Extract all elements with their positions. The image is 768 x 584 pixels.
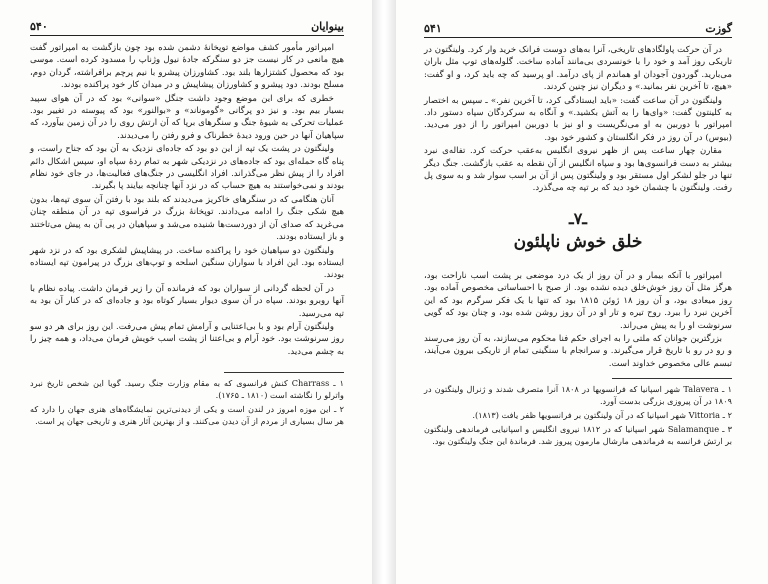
chapter-number: ـ۷ـ	[569, 208, 587, 228]
right-paragraph-2: ولینگتون در آن ساعت گفت: «باید ایستادگی کرد، تا آخرین نفر.» ـ سپس به اختصار به کلینتون گفت: «وای‌ها را به آتش بکشید.» و آنگاه به سرکردگان سپاه دستور داد. امپراتور با دوربین به او می‌نگریست و او نیز با دوربین امپراتور را از دور می‌دید. (بیوس) در آن روز در فکر انگلستان و کشور خود بود.	[424, 95, 732, 143]
right-footnote-rule	[612, 378, 732, 379]
left-paragraph-3: ولینگتون در پشت یک تپه از این دو بود که جاده‌ای نزدیک به آن بود که جناح راست، و پناه گاه حمله‌ای بود که جاده‌های در نزدیکی شهر به تمام ردهٔ سپاه او، سپس اشکال دائم افراد را از پیش نظر می‌گذراند. افراد انگلیسی در جنگ‌های فعالیت‌ها، در جای خود نظام بودند و نمی‌خواستند به هیچ حساب که در نزد آنها چنانچه بیایند پا بگیرند.	[30, 144, 344, 192]
left-footnote-1: ۱ ـ Charrass کنش فرانسوی که به مقام وزارت جنگ رسید. گویا این شخص تاریخ نبرد واترلو را نگاشته است (۱۸۱۰ ـ ۱۷۶۵).	[30, 378, 344, 401]
right-page-number: ۵۴۱	[424, 22, 442, 35]
right-footnote-3: ۳ ـ Salamanque شهر اسپانیا که در ۱۸۱۲ نیروی انگلیس و اسپانیایی فرماندهی ولینگتون بر ارتش فرانسه به فرماندهی مارشال مارمون پیروز شد. فرماندهٔ این جنگ ولینگتون بود.	[424, 424, 732, 447]
left-paragraph-5: ولینگتون دو سپاهیان خود را پراکنده ساخت. در پیشاپیش لشکری بود که در نزد شهر ایستاده بود. این افراد با سواران سنگین اسلحه و توپ‌های بزرگ در پیرامون تپه ایستاده بودند.	[30, 245, 344, 281]
right-running-head	[424, 22, 732, 38]
left-paragraph-6: در آن لحظه گردانی از سواران بود که فرمانده آن را زیر فرمان داشت. پیاده نظام با آنها روبرو بودند. سپاه در آن سوی دیوار بسیار کوتاه بود و جاده‌ای که در کنار آن بود به تپه می‌رسید.	[30, 283, 344, 319]
left-paragraph-2: خطری که برای این موضع وجود داشت جنگل «سوانی» بود که در آن هوای سپید بسیار بیم بود. و نیز دو پرگانی «گوموناند» و «بوالنور» بود که پیوسته در تغییر بود. عملیات تحرکی به شیوهٔ جنگ و سنگرهای برپا که آن ارتش روی را در آن زمین بیآورد، که سپاهیان آنها در حین ورود دیدهٔ خطرناک و فرو رفتن را می‌دیدند.	[30, 93, 344, 141]
left-running-head	[30, 20, 344, 36]
right-footnote-2: ۲ ـ Vittoria شهر اسپانیا که در آن ولینگتون بر فرانسویها ظفر یافت (۱۸۱۳).	[472, 410, 732, 421]
chapter-paragraph-1: امپراتور با آنکه بیمار و در آن روز از یک درد موضعی بر پشت اسب ناراحت بود، هرگز مثل آن روز خوش‌خلق دیده نشده بود. از صبح با احساساتی مخصوص آماده بود. روز میعادی بود، و آن روز ۱۸ ژوئن ۱۸۱۵ بود که تنها با یک فکر سرگرم بود که این آخرین نبرد را ببرد. روح تیره و تار او در آن روز روشن شده بود، و چنان بود که گویی سرنوشت او را به پیش می‌راند.	[424, 270, 732, 331]
right-page	[396, 0, 768, 584]
left-paragraph-7: ولینگتون آرام بود و با بی‌اعتنایی و آرامش تمام پیش می‌رفت. این روز برای هر دو سو روز سرنوشت بود. خود آرام و بی‌اعتنا از پشت اسب خویش فرمان می‌داد، و همه چیز را به چشم می‌دید.	[30, 321, 344, 357]
chapter-paragraph-2: بزرگترین جوانان که ملتی را به اجرای حکم فنا محکوم می‌سازند، به آن روز می‌رسند و رو در رو با تاریخ قرار می‌گیرند. و سرانجام با سنگینی تمام از تاریکی بیرون می‌آیند، تبسم عالی مخصوص خداوند است.	[424, 333, 732, 369]
right-paragraph-3: مقارن چهار ساعت پس از ظهر نیروی انگلیس به‌عقب حرکت کرد. تفاله‌ی نبرد بیشتر به دست فرانسوی‌ها بود و سپاه انگلیس از آن نقطه به عقب بازگشت. جنگ دیگر تنها در جلو لشکر اول مستقر بود و ولینگتون پس از آن بر اسب سوار شد و به سوی پل رفت. ولینگتون با چشمان خود دید که بر تپه چه می‌گذرد.	[424, 146, 732, 194]
left-footnote-rule	[224, 372, 344, 373]
left-page	[0, 0, 372, 584]
left-paragraph-1: امپراتور مأمور کشف مواضع توپخانهٔ دشمن شده بود چون بازگشت به امپراتور گفت هیچ مانعی در کار نیست جز دو سنگرکه جادهٔ نیول وژناپ را مسدود کرده است. موسی بود که محصول کشتزارها بلند بود. کشاورزان پیشرو با نیم پرچم برافراشته، گردان دوم، مسلح بودند. دود پیشرو و کشاورزان پیشاپیش و در میدان کار خود پراکنده بودند.	[30, 43, 344, 91]
left-paragraph-4: آنان هنگامی که در سنگرهای خاکریز می‌دیدند که بلند بود با رفتن آن سوی تپه‌ها، بدون هیچ شکی جنگ را ادامه می‌دادند. توپخانهٔ بزرگ در فراسوی تپه در آن منطقه چنان می‌غرید که صدای آن از دوردست‌ها شنیده می‌شد و سپاهیان در پی آن به پیش می‌تاختند و باز ایستاده بودند.	[30, 194, 344, 243]
left-header-title: بینوایان	[311, 20, 344, 33]
left-page-number: ۵۴۰	[30, 20, 48, 33]
right-paragraph-1: در آن حرکت پاولگادهای تاریخی، آنرا به‌های دوست فرانک خرید وار کرد. ولینگتون در تاریکی روز آمد و خود را با خونسردی بی‌مانند آماده ساخت. گلوله‌های توپ مثل باران می‌بارید. گوردون آجودان او هماندم از پای درآمد. او پرسید که چه باید کرد، و او گفت: «هیچ، تا آخرین نفر بمانید.» و دیگران نیز چنین کردند.	[424, 45, 732, 93]
book-gutter	[372, 0, 396, 584]
chapter-title: خلق خوش ناپلئون	[513, 231, 643, 252]
right-footnote-1: ۱ ـ Talavera شهر اسپانیا که فرانسویها در ۱۸۰۸ آنرا متصرف شدند و ژنرال ولینگتون در ۱۸۰۹ در آن پیروزی بزرگی بدست آورد.	[424, 384, 732, 407]
left-footnote-2: ۲ ـ این موزه امروز در لندن است و یکی از دیدنی‌ترین نمایشگاه‌های هنری جهان را دارد که هر سال بسیاری از مردم از آن دیدن می‌کنند. و از بهترین آثار هنری و تاریخی جهان پر است.	[30, 404, 344, 427]
right-header-title: گوزت	[705, 22, 732, 35]
